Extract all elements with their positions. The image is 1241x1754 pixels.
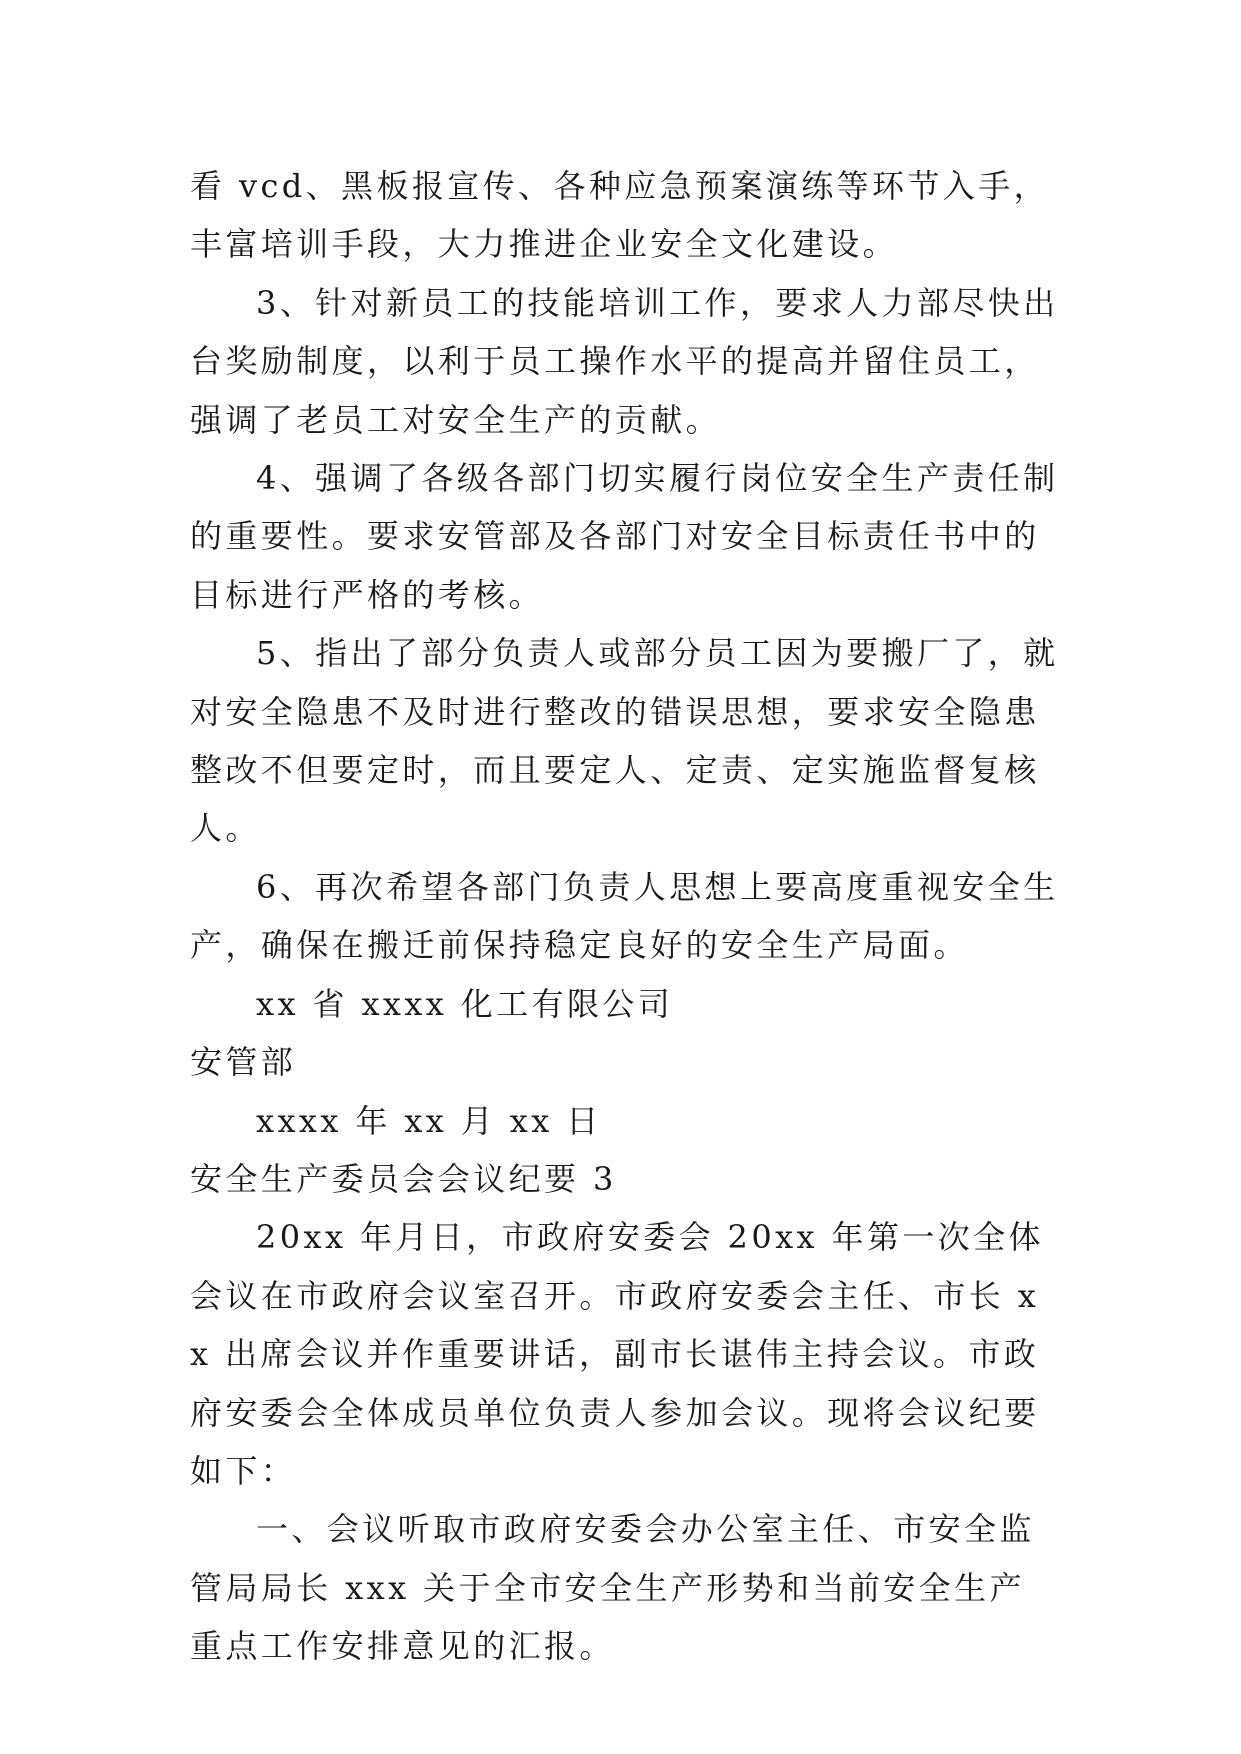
department-name: 安管部 — [190, 1043, 297, 1082]
document-body — [190, 157, 1060, 1676]
company-name: xx 省 xxxx 化工有限公司 — [256, 984, 674, 1023]
paragraph-meeting-intro: 20xx 年月日，市政府安委会 20xx 年第一次全体会议在市政府会议室召开。市政府安委会主任、市长 xx 出席会议并作重要讲话，副市长谌伟主持会议。市政府安委会全体成员单位负责人参加会议。现将会议纪要如下： — [190, 1218, 1044, 1490]
paragraph-training-means: 看 vcd、黑板报宣传、各种应急预案演练等环节入手，丰富培训手段，大力推进企业安全文化建设。 — [190, 167, 1050, 264]
paragraph-point-1: 一、会议听取市政府安委会办公室主任、市安全监管局局长 xxx 关于全市安全生产形势和当前安全生产重点工作安排意见的汇报。 — [190, 1510, 1035, 1666]
paragraph-item-6: 6、再次希望各部门负责人思想上要高度重视安全生产，确保在搬迁前保持稳定良好的安全生产局面。 — [190, 867, 1059, 965]
paragraph-item-4: 4、强调了各级各部门切实履行岗位安全生产责任制的重要性。要求安管部及各部门对安全目标责任书中的目标进行严格的考核。 — [190, 459, 1059, 614]
paragraph-item-5: 5、指出了部分负责人或部分员工因为要搬厂了，就对安全隐患不及时进行整改的错误思想，要求安全隐患整改不但要定时，而且要定人、定责、定实施监督复核人。 — [190, 634, 1059, 848]
document-date: xxxx 年 xx 月 xx 日 — [256, 1101, 602, 1140]
paragraph-item-3: 3、针对新员工的技能培训工作，要求人力部尽快出台奖励制度，以利于员工操作水平的提高并留住员工，强调了老员工对安全生产的贡献。 — [190, 283, 1059, 439]
section-title: 安全生产委员会会议纪要 3 — [190, 1159, 617, 1198]
